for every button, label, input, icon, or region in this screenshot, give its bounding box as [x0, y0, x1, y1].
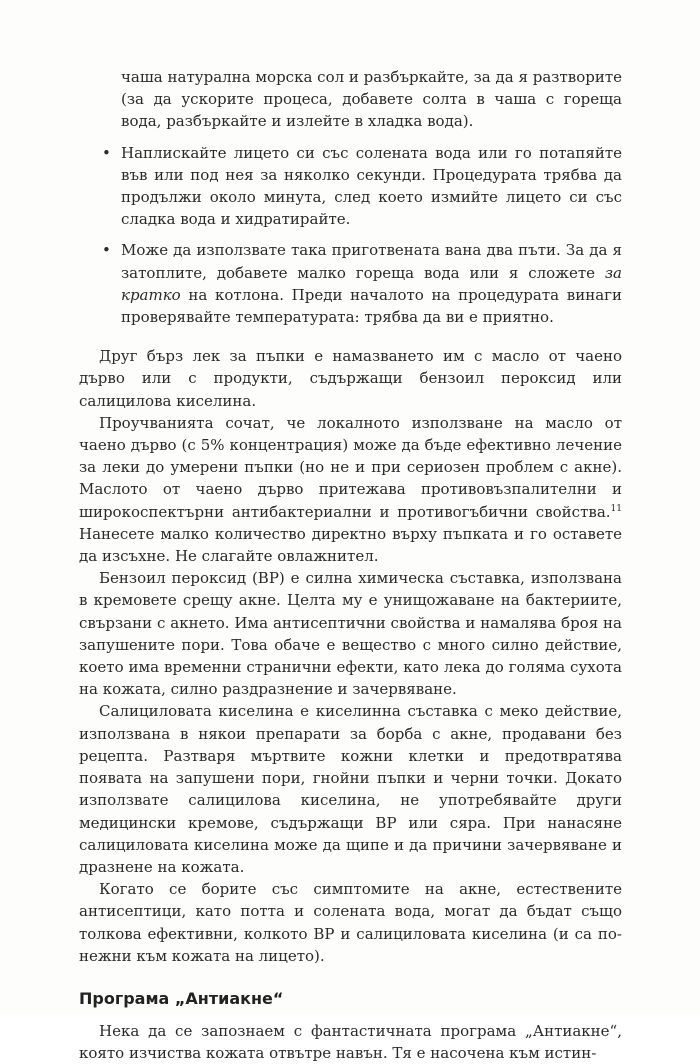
paragraph-natural-antiseptics-text: Когато се борите със симптомите на акне, естествените антисептици, като потта и солената вода, могат да бъдат също толкова ефективни, колкото BP и салициловата киселина (и са по-нежни към кожата на лицето).: [79, 880, 622, 965]
tips-bullet-list: [79, 66, 622, 328]
paragraph-tea-tree-oil-text: Проучванията сочат, че локалното използване на масло от чаено дърво (с 5% концентрация) може да бъде ефективно лечение за леки до умерени пъпки (но не и при сериозен проблем с акне). Маслото от чаено дърво притежава противовъзпалителни и широкоспектърни антибактериални и противогъбични свойства.: [79, 413, 622, 521]
bullet-continuation: [121, 66, 622, 133]
paragraph-quick-remedy: [79, 345, 622, 412]
paragraph-program-intro-text: Нека да се запознаем с фантастичната програма „Антиакне“, която изчиства кожата отвътре навън. Тя е насочена към истин-: [79, 1021, 622, 1063]
paragraph-natural-antiseptics: [79, 878, 622, 967]
bullet-item-splash-text: Наплискайте лицето си със солената вода или го потапяйте във или под нея за няколко секунди. Процедурата трябва да продължи около минута, след което измийте лицето си със сладка вода и хидратирайте.: [121, 143, 622, 229]
paragraph-benzoyl-peroxide: [79, 567, 622, 700]
bullet-item-reuse-text-b: на котлона. Преди началото на процедурата винаги проверявайте температурата: трябва да ви е приятно.: [121, 285, 622, 327]
section-heading: Програма „Антиакне“: [79, 988, 284, 1008]
paragraph-salicylic-acid: [79, 700, 622, 878]
paragraph-benzoyl-peroxide-text: Бензоил пероксид (BP) е силна химическа съставка, използвана в кремовете срещу акне. Целта му е унищожаване на бактериите, свързани с акнето. Има антисептични свойства и намалява броя на запушените пори. Това обаче е вещество с много силно действие, което има временни странични ефекти, като лека до голяма сухота на кожата, силно раздразнение и зачервяване.: [79, 569, 622, 699]
bullet-continuation-text: чаша натурална морска сол и разбъркайте, за да я разтворите (за да ускорите процеса, добавете солта в чаша с гореща вода, разбъркайте и излейте в хладка вода).: [121, 68, 622, 131]
bullet-item-reuse: [121, 239, 622, 328]
paragraph-quick-remedy-text: Друг бърз лек за пъпки е намазването им с масло от чаено дърво или с продукти, съдържащи бензоил пероксид или салицилова киселина.: [79, 347, 622, 410]
bullet-item-reuse-emphasis: за кратко: [121, 263, 622, 304]
bullet-item-splash: [121, 142, 622, 231]
paragraph-tea-tree-oil-tail: Нанесете малко количество директно върху пъпката и го оставете да изсъхне. Не слагайте овлажнител.: [79, 524, 622, 566]
footnote-marker: 11: [610, 503, 622, 514]
page-body: [79, 66, 622, 1064]
bullet-item-reuse-text-a: Може да използвате така приготвената вана два пъти. За да я затоплите, добавете малко гореща вода или я сложете: [121, 241, 622, 282]
paragraph-tea-tree-oil: [79, 412, 622, 567]
paragraph-salicylic-acid-text: Салициловата киселина е киселинна съставка с меко действие, използвана в някои препарати за борба с акне, продавани без рецепта. Разтваря мъртвите кожни клетки и предотвратява появата на запушени пори, гнойни пъпки и черни точки. Докато използвате салицилова киселина, не употребявайте други медицински кремове, съдържащи BP или сяра. При нанасяне салициловата киселина може да щипе и да причини зачервяване и дразнене на кожата.: [79, 702, 622, 876]
paragraph-program-intro: [79, 1020, 622, 1064]
